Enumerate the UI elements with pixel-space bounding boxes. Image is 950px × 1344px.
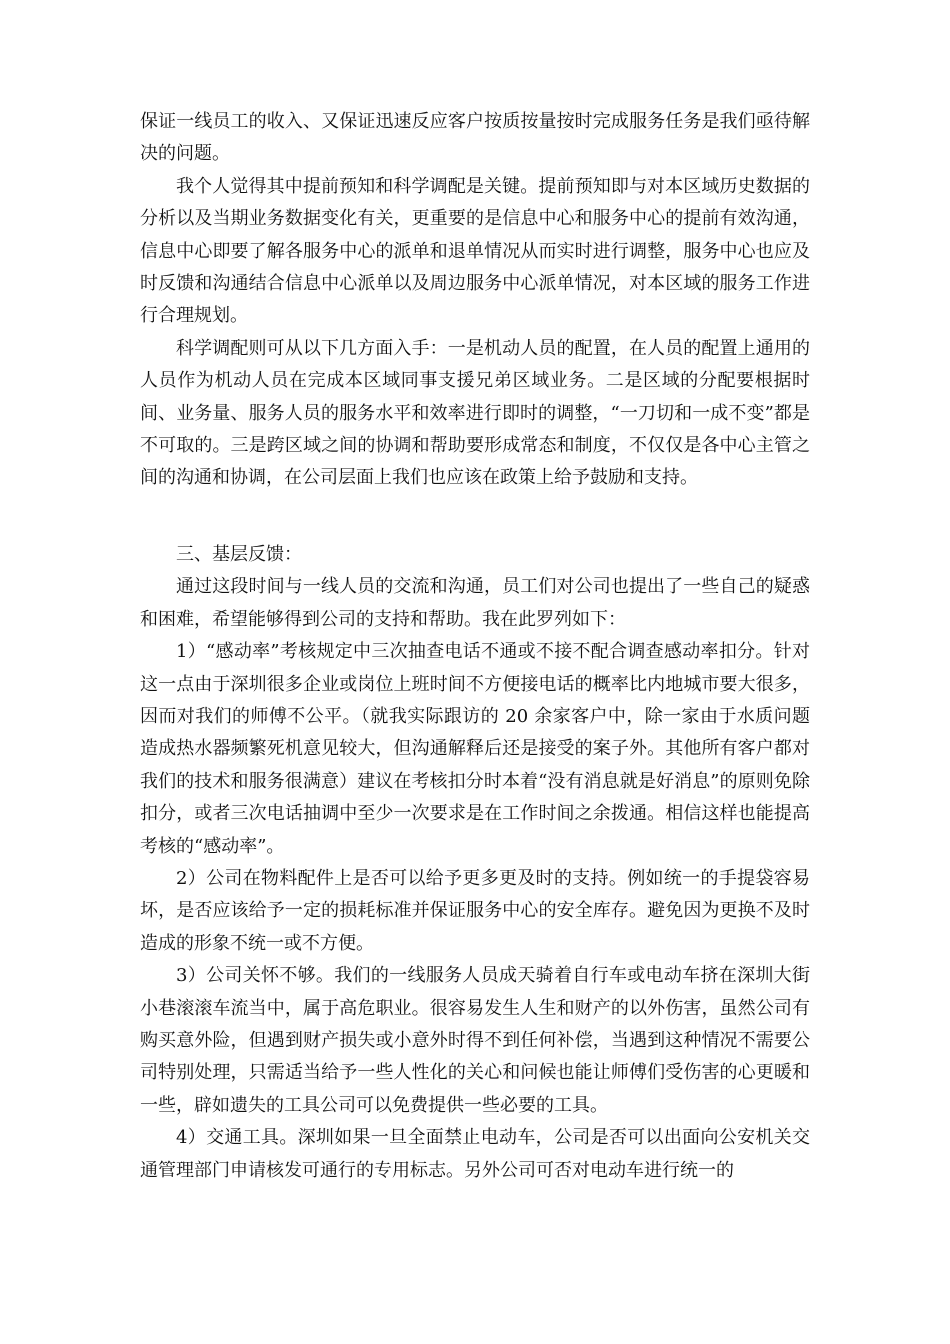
list-item-4: 4）交通工具。深圳如果一旦全面禁止电动车，公司是否可以出面向公安机关交通管理部门申请核发可通行的专用标志。另外公司可否对电动车进行统一的: [140, 1127, 810, 1181]
paragraph-feedback-intro: 通过这段时间与一线人员的交流和沟通，员工们对公司也提出了一些自己的疑惑和困难，希望能够得到公司的支持和帮助。我在此罗列如下：: [140, 576, 810, 630]
list-item-1: 1）“感动率”考核规定中三次抽查电话不通或不接不配合调查感动率扣分。针对这一点由于深圳很多企业或岗位上班时间不方便接电话的概率比内地城市要大很多，因而对我们的师傅不公平。（就我实际跟访的 20 余家客户中，除一家由于水质问题造成热水器频繁死机意见较大，但沟通解释后还是接受的案子外。其他所有客户都对我们的技术和服务很满意）建议在考核扣分时本着“没有消息就是好消息”的原则免除扣分，或者三次电话抽调中至少一次要求是在工作时间之余拨通。相信这样也能提高考核的“感动率”。: [140, 641, 810, 857]
section-spacer: [140, 495, 810, 539]
document-page: [140, 106, 810, 1187]
paragraph-forecast-and-dispatch: 我个人觉得其中提前预知和科学调配是关键。提前预知即与对本区域历史数据的分析以及当期业务数据变化有关，更重要的是信息中心和服务中心的提前有效沟通，信息中心即要了解各服务中心的派单和退单情况从而实时进行调整，服务中心也应及时反馈和沟通结合信息中心派单以及周边服务中心派单情况，对本区域的服务工作进行合理规划。: [140, 175, 810, 327]
list-item-3: 3）公司关怀不够。我们的一线服务人员成天骑着自行车或电动车挤在深圳大街小巷滚滚车流当中，属于高危职业。很容易发生人生和财产的以外伤害，虽然公司有购买意外险，但遇到财产损失或小意外时得不到任何补偿，当遇到这种情况不需要公司特别处理，只需适当给予一些人性化的关心和问候也能让师傅们受伤害的心更暖和一些，辟如遗失的工具公司可以免费提供一些必要的工具。: [140, 965, 810, 1116]
paragraph-scientific-allocation: 科学调配则可从以下几方面入手：一是机动人员的配置，在人员的配置上通用的人员作为机动人员在完成本区域同事支援兄弟区域业务。二是区域的分配要根据时间、业务量、服务人员的服务水平和效率进行即时的调整，“一刀切和一成不变”都是不可取的。三是跨区域之间的协调和帮助要形成常态和制度，不仅仅是各中心主管之间的沟通和协调，在公司层面上我们也应该在政策上给予鼓励和支持。: [140, 337, 810, 489]
list-item-2: 2）公司在物料配件上是否可以给予更多更及时的支持。例如统一的手提袋容易坏，是否应该给予一定的损耗标准并保证服务中心的安全库存。避免因为更换不及时造成的形象不统一或不方便。: [140, 867, 810, 954]
section-heading-feedback: 三、基层反馈：: [176, 543, 302, 565]
paragraph-continuation: 保证一线员工的收入、又保证迅速反应客户按质按量按时完成服务任务是我们亟待解决的问题。: [140, 111, 810, 165]
